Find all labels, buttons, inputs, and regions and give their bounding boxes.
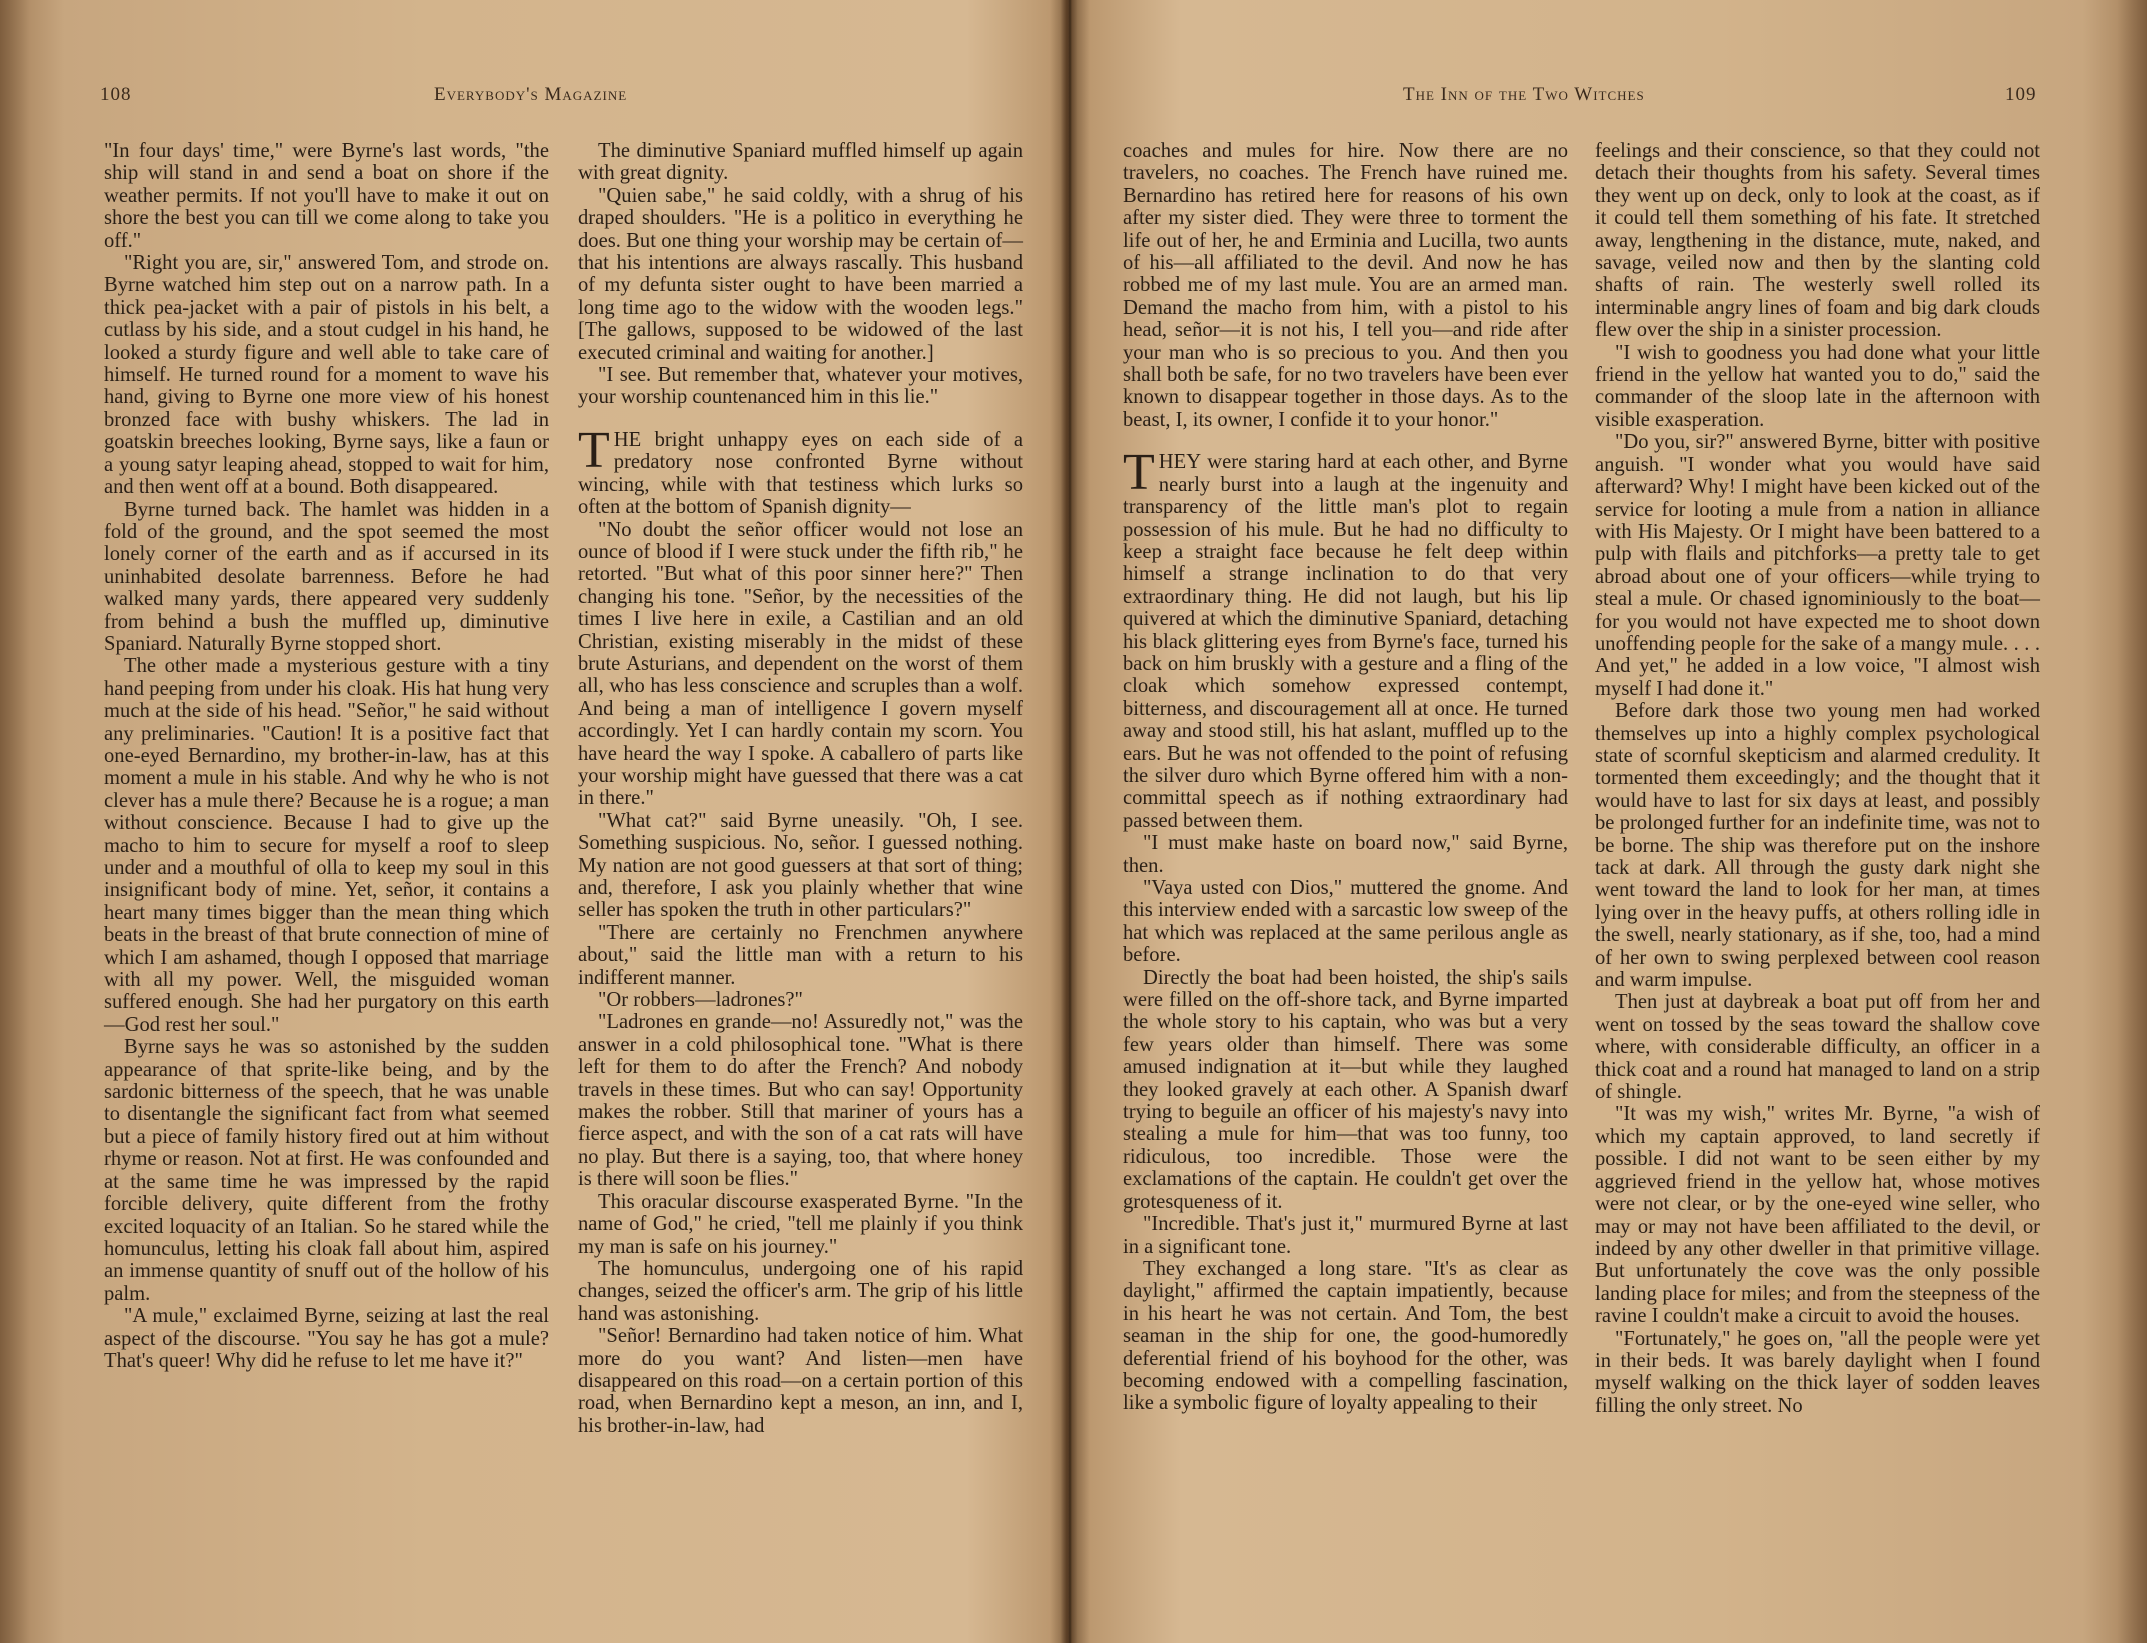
paragraph: coaches and mules for hire. Now there are no travelers, no coaches. The French have ruined me. Bernardino has retired here for reasons of his own after my sister died. They were three to torment the life out of her, he and Erminia and Lucilla, two aunts of his—all affiliated to the devil. And now he has robbed me of my last mule. You are an armed man. Demand the macho from him, with a pistol to his head, señor—it is not his, I tell you—and ride after your man who is so precious to you. And then you shall both be safe, for no two travelers have been ever known to disappear together in those days. As to the beast, I, its owner, I confide it to your honor." — [1123, 140, 1568, 431]
paragraph: "Do you, sir?" answered Byrne, bitter with positive anguish. "I wonder what you would have said afterward? Why! I might have been kicked out of the service for looting a mule from a nation in alliance with His Majesty. Or I might have been battered to a pulp with flails and pitchforks—a pretty tale to get abroad about one of your officers—while trying to steal a mule. Or chased ignominiously to the boat—for you would not have expected me to shoot down unoffending people for the sake of a mangy mule. . . . And yet," he added in a low voice, "I almost wish myself I had done it." — [1595, 431, 2040, 700]
paragraph: They exchanged a long stare. "It's as clear as daylight," affirmed the captain impatiently, because in his heart he was not certain. And Tom, the best seaman in the ship for one, the good-humoredly deferential friend of his boyhood for the other, was becoming endowed with a compelling fascination, like a symbolic figure of loyalty appealing to their — [1123, 1257, 1568, 1415]
paragraph: Then just at daybreak a boat put off from her and went on tossed by the seas toward the shallow cove where, with considerable difficulty, an officer in a thick coat and a round hat managed to land on a strip of shingle. — [1595, 991, 2040, 1104]
text-block — [578, 519, 1023, 1438]
paragraph: "I must make haste on board now," said Byrne, then. — [1123, 832, 1568, 877]
text-block — [578, 140, 1023, 409]
text-column — [1595, 140, 2040, 1417]
drop-cap: T — [578, 421, 610, 479]
paragraph: The diminutive Spaniard muffled himself up again with great dignity. — [578, 140, 1023, 185]
paragraph-text: HEY were staring hard at each other, and Byrne nearly burst into a laugh at the ingenuity and transparency of the little man's plot to regain possession of his mule. But he had no difficulty to keep a straight face because he felt deep within himself a strange inclination to do that very extraordinary thing. He did not laugh, but his lip quivered at which the diminutive Spaniard, detaching his black glittering eyes from Byrne's face, turned his back on him bruskly with a gesture and a fling of the cloak which somehow expressed contempt, bitterness, and discouragement all at once. He turned away and stood still, his hat aslant, muffled up to the ears. But he was not offended to the point of refusing the silver duro which Byrne offered him with a non-committal speech as if nothing extraordinary had passed between them. — [1123, 451, 1568, 832]
paragraph: "A mule," exclaimed Byrne, seizing at last the real aspect of the discourse. "You say he has got a mule? That's queer! Why did he refuse to let me have it?" — [104, 1305, 549, 1372]
paragraph: "What cat?" said Byrne uneasily. "Oh, I see. Something suspicious. No, señor. I guessed nothing. My nation are not good guessers at that sort of thing; and, therefore, I ask you plainly whether that wine seller has spoken the truth in other particulars?" — [578, 809, 1023, 922]
paragraph: "I wish to goodness you had done what your little friend in the yellow hat wanted you to do," said the commander of the sloop late in the afternoon with visible exasperation. — [1595, 341, 2040, 431]
text-column — [1123, 140, 1568, 1415]
paragraph: Before dark those two young men had worked themselves up into a highly complex psychological state of scornful skepticism and alarmed credulity. It tormented them exceedingly; and the thought that it would have to last for six days at least, and possibly be prolonged further for an indefinite time, was not to be borne. The ship was therefore put on the inshore tack at dark. All through the gusty dark night she went toward the land to look for her man, at times lying over in the heavy puffs, at others rolling idle in the swell, nearly stationary, as if she, too, had a mind of her own to swing perplexed between cool reason and warm impulse. — [1595, 700, 2040, 992]
running-head: The Inn of the Two Witches — [1403, 84, 1645, 105]
paragraph: The other made a mysterious gesture with a tiny hand peeping from under his cloak. His hat hung very much at the side of his head. "Señor," he said without any preliminaries. "Caution! It is a positive fact that one-eyed Bernardino, my brother-in-law, has at this moment a mule in his stable. And why he who is not clever has a mule there? Because he is a rogue; a man without conscience. Because I had to give up the macho to him to secure for myself a roof to sleep under and a mouthful of olla to keep my soul in this insignificant body of mine. Yet, señor, it contains a heart many times bigger than the mean thing which beats in the breast of that brute connection of mine of which I am ashamed, though I opposed that marriage with all my power. Well, the misguided woman suffered enough. She had her purgatory on this earth—God rest her soul." — [104, 655, 549, 1036]
paragraph: The homunculus, undergoing one of his rapid changes, seized the officer's arm. The grip of his little hand was astonishing. — [578, 1257, 1023, 1325]
paragraph: "Señor! Bernardino had taken notice of him. What more do you want? And listen—men have disappeared on this road—on a certain portion of this road, when Bernardino kept a meson, an inn, and I, his brother-in-law, had — [578, 1325, 1023, 1437]
paragraph: "There are certainly no Frenchmen anywhere about," said the little man with a return to his indifferent manner. — [578, 921, 1023, 989]
paragraph: "I see. But remember that, whatever your motives, your worship countenanced him in this lie." — [578, 364, 1023, 409]
paragraph: "Fortunately," he goes on, "all the people were yet in their beds. It was barely daylight when I found myself walking on the thick layer of sodden leaves filling the only street. No — [1595, 1327, 2040, 1417]
paragraph: Byrne turned back. The hamlet was hidden in a fold of the ground, and the spot seemed the most lonely corner of the earth and as if accursed in its uninhabited desolate barrenness. Before he had walked many yards, there appeared very suddenly from behind a bush the muffled up, diminutive Spaniard. Naturally Byrne stopped short. — [104, 498, 549, 655]
paragraph: "Quien sabe," he said coldly, with a shrug of his draped shoulders. "He is a politico in everything he does. But one thing your worship may be certain of—that his intentions are always rascally. This husband of my defunta sister ought to have been married a long time ago to the widow with the wooden legs." [The gallows, supposed to be widowed of the last executed criminal and waiting for another.] — [578, 184, 1023, 364]
right-page — [1063, 0, 2147, 1643]
page-edge-shadow — [2117, 0, 2147, 1643]
paragraph-text: HE bright unhappy eyes on each side of a predatory nose confronted Byrne without wincing, while with that testiness which lurks so often at the bottom of Spanish dignity— — [578, 428, 1023, 519]
paragraph: "Ladrones en grande—no! Assuredly not," was the answer in a cold philosophical tone. "What is there left for them to do after the French? And nobody travels in these times. But who can say! Opportunity makes the robber. Still that mariner of yours has a fierce aspect, and with the son of a cat rats will have no play. But there is a saying, too, that where honey is there will soon be flies." — [578, 1011, 1023, 1191]
paragraph: "It was my wish," writes Mr. Byrne, "a wish of which my captain approved, to land secretly if possible. I did not want to be seen either by my aggrieved friend in the yellow hat, whose motives were not clear, or by the one-eyed wine seller, who may or may not have been affiliated to the devil, or indeed by any other dweller in that primitive village. But unfortunately the cove was the only possible landing place for miles; and from the steepness of the ravine I couldn't make a circuit to avoid the houses. — [1595, 1103, 2040, 1328]
paragraph: feelings and their conscience, so that they could not detach their thoughts from his safety. Several times they went up on deck, only to look at the coast, as if it could tell them something of his fate. It stretched away, lengthening in the distance, mute, naked, and savage, veiled now and then by the slanting cold shafts of rain. The westerly swell rolled its interminable angry lines of foam and big dark clouds flew over the ship in a sinister procession. — [1595, 140, 2040, 342]
text-block — [1123, 832, 1568, 1415]
paragraph: "Right you are, sir," answered Tom, and strode on. Byrne watched him step out on a narrow path. In a thick pea-jacket with a pair of pistols in his belt, a cutlass by his side, and a stout cudgel in his hand, he looked a sturdy figure and well able to take care of himself. He turned round for a moment to wave his hand, giving to Byrne one more view of his honest bronzed face with bushy whiskers. The lad in goatskin breeches looking, Byrne says, like a faun or a young satyr leaping ahead, stopped to wait for him, and then went off at a bound. Both disappeared. — [104, 252, 549, 499]
page-edge-shadow — [0, 0, 30, 1643]
paragraph-opening — [578, 421, 1023, 519]
page-number: 109 — [2005, 84, 2037, 105]
paragraph: This oracular discourse exasperated Byrne. "In the name of God," he cried, "tell me plainly if you think my man is safe on his journey." — [578, 1190, 1023, 1258]
paragraph: "Or robbers—ladrones?" — [598, 989, 803, 1012]
paragraph: "Vaya usted con Dios," muttered the gnome. And this interview ended with a sarcastic low sweep of the hat which was replaced at the same perilous angle as before. — [1123, 877, 1568, 967]
paragraph: Byrne says he was so astonished by the sudden appearance of that sprite-like being, and by the sardonic bitterness of the speech, that he was unable to disentangle the significant fact from what seemed but a piece of family history fired out at him without rhyme or reason. Not at first. He was confounded and at the same time he was impressed by the rapid forcible delivery, quite different from the frothy excited loquacity of an Italian. So he stared while the homunculus, letting his cloak fall about him, aspired an immense quantity of snuff out of the hollow of his palm. — [104, 1036, 549, 1305]
paragraph: "Incredible. That's just it," murmured Byrne at last in a significant tone. — [1123, 1213, 1568, 1258]
paragraph-opening — [1123, 444, 1568, 832]
paragraph: "In four days' time," were Byrne's last words, "the ship will stand in and send a boat on shore if the weather permits. If not you'll have to make it out on shore the best you can till we come along to take you off." — [104, 140, 549, 252]
text-column — [104, 140, 549, 1372]
page-number: 108 — [100, 84, 132, 105]
paragraph: Directly the boat had been hoisted, the ship's sails were filled on the off-shore tack, and Byrne imparted the whole story to his captain, who was but a very few years older than himself. There was some amused indignation at it—but while they laughed they looked gravely at each other. A Spanish dwarf trying to beguile an officer of his majesty's navy into stealing a mule for him—that was too funny, too ridiculous, too incredible. Those were the exclamations of the captain. He couldn't get over the grotesqueness of it. — [1123, 966, 1568, 1213]
running-head: Everybody's Magazine — [434, 84, 628, 105]
text-block — [1595, 342, 2040, 1418]
text-column — [578, 140, 1023, 1437]
drop-cap: T — [1123, 444, 1155, 502]
left-page — [0, 0, 1060, 1643]
paragraph: "No doubt the señor officer would not lose an ounce of blood if I were stuck under the fifth rib," he retorted. "But what of this poor sinner here?" Then changing his tone. "Señor, by the necessities of the times I live here in exile, a Castilian and an old Christian, existing miserably in the midst of these brute Asturians, and dependent on the worst of them all, who has less conscience and scruples than a wolf. And being a man of intelligence I govern myself accordingly. Yet I can hardly contain my scorn. You have heard the way I spoke. A caballero of parts like your worship might have guessed that there was a cat in there." — [578, 518, 1023, 810]
